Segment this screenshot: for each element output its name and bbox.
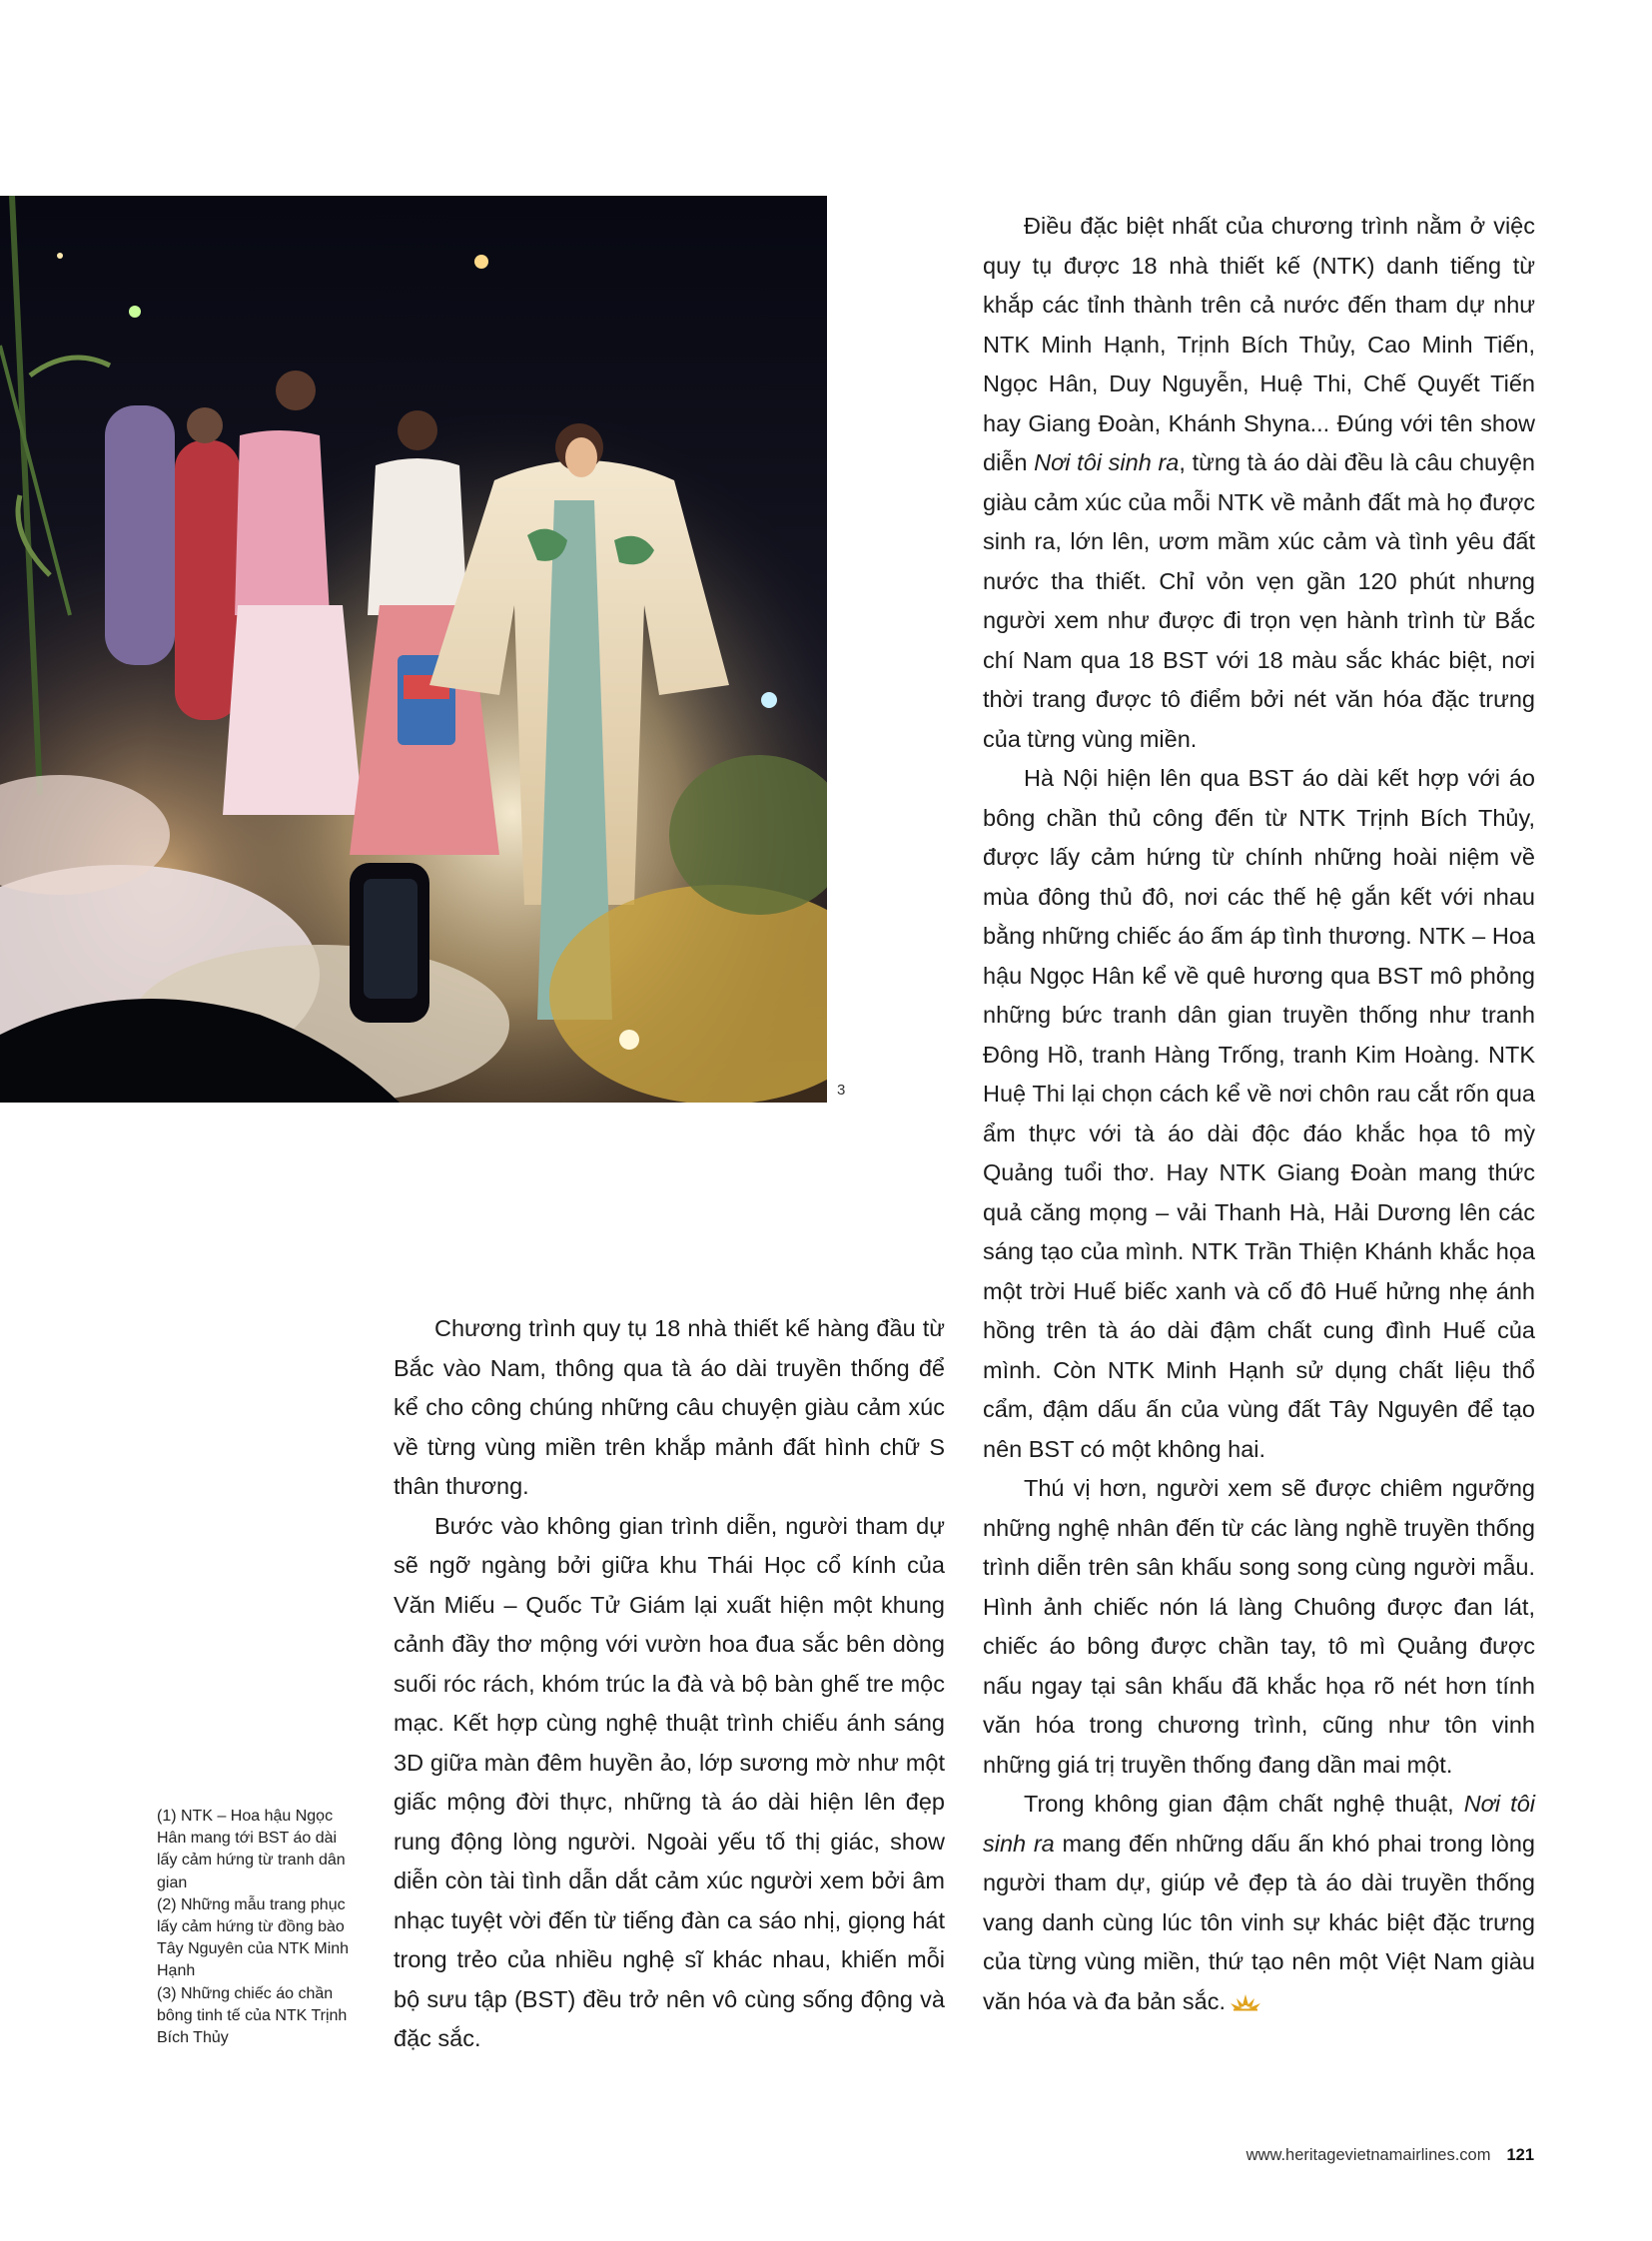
runway-photo-illustration [0,196,827,1103]
show-title: Nơi tôi sinh ra [1034,449,1180,475]
paragraph: Điều đặc biệt nhất của chương trình nằm ở việc quy tụ được 18 nhà thiết kế (NTK) danh tiếng từ khắp các tỉnh thành trên cả nước đến tham dự như NTK Minh Hạnh, Trịnh Bích Thủy, Cao Minh Tiến, Ngọc Hân, Duy Nguyễn, Huệ Thi, Chế Quyết Tiến hay Giang Đoàn, Khánh Shyna... Đúng với tên show diễn Nơi tôi sinh ra, từng tà áo dài đều là câu chuyện giàu cảm xúc của mỗi NTK về mảnh đất mà họ được sinh ra, lớn lên, ươm mầm xúc cảm và tình yêu đất nước tha thiết. Chỉ vỏn vẹn gần 120 phút nhưng người xem như được đi trọn vẹn hành trình từ Bắc chí Nam qua 18 BST với 18 màu sắc khác biệt, nơi thời trang được tô điểm bởi nét văn hóa đặc trưng của từng vùng miền. [983,213,1535,752]
caption-3: (3) Những chiếc áo chần bông tinh tế của NTK Trịnh Bích Thủy [157,1984,348,2047]
article-column-middle [394,1309,945,2059]
runway-photo [0,196,827,1103]
website-link[interactable]: www.heritagevietnamairlines.com [1245,2146,1491,2164]
caption-2: (2) Những mẫu trang phục lấy cảm hứng từ đồng bào Tây Nguyên của NTK Minh Hạnh [157,1895,350,1980]
paragraph: Chương trình quy tụ 18 nhà thiết kế hàng đầu từ Bắc vào Nam, thông qua tà áo dài truyền thống để kể cho công chúng những câu chuyện giàu cảm xúc về từng vùng miền trên khắp mảnh đất hình chữ S thân thương. [394,1315,945,1499]
photo-number: 3 [837,1082,846,1099]
caption-1: (1) NTK – Hoa hậu Ngọc Hân mang tới BST áo dài lấy cảm hứng từ tranh dân gian [157,1808,346,1891]
article-column-right [983,207,1535,2021]
paragraph: Hà Nội hiện lên qua BST áo dài kết hợp với áo bông chần thủ công đến từ NTK Trịnh Bích Thủy, được lấy cảm hứng từ chính những hoài niệm về mùa đông thủ đô, nơi các thế hệ gắn kết với nhau bằng những chiếc áo ấm áp tình thương. NTK – Hoa hậu Ngọc Hân kể về quê hương qua BST mô phỏng những bức tranh dân gian truyền thống như tranh Đông Hồ, tranh Hàng Trống, tranh Kim Hoàng. NTK Huệ Thi lại chọn cách kể về nơi chôn rau cắt rốn qua ẩm thực với tà áo dài độc đáo khắc họa tô mỳ Quảng tuổi thơ. Hay NTK Giang Đoàn mang thức quả căng mọng – vải Thanh Hà, Hải Dương lên các sáng tạo của mình. NTK Trần Thiện Khánh khắc họa một trời Huế biếc xanh và cố đô Huế hửng nhẹ ánh hồng trên tà áo dài đậm chất cung đình Huế của mình. Còn NTK Minh Hạnh sử dụng chất liệu thổ cẩm, đậm dấu ấn của vùng đất Tây Nguyên để tạo nên BST có một không hai. [983,765,1535,1462]
paragraph: Bước vào không gian trình diễn, người tham dự sẽ ngỡ ngàng bởi giữa khu Thái Học cổ kính của Văn Miếu – Quốc Tử Giám lại xuất hiện một khung cảnh đầy thơ mộng với vườn hoa đua sắc bên dòng suối róc rách, khóm trúc la đà và bộ bàn ghế tre mộc mạc. Kết hợp cùng nghệ thuật trình chiếu ánh sáng 3D giữa màn đêm huyền ảo, lớp sương mờ như một giấc mộng đời thực, những tà áo dài hiện lên đẹp rung động lòng người. Ngoài yếu tố thị giác, show diễn còn tài tình dẫn dắt cảm xúc người xem bởi âm nhạc tuyệt vời đến từ tiếng đàn ca sáo nhị, giọng hát trong trẻo của nhiều nghệ sĩ khác nhau, khiến mỗi bộ sưu tập (BST) đều trở nên vô cùng sống động và đặc sắc. [394,1512,945,2051]
paragraph: Thú vị hơn, người xem sẽ được chiêm ngưỡng những nghệ nhân đến từ các làng nghề truyền thống trình diễn trên sân khấu song song cùng người mẫu. Hình ảnh chiếc nón lá làng Chuông được đan lát, chiếc áo bông được chần tay, tô mì Quảng được nấu ngay tại sân khấu đã khắc họa rõ nét hơn tính văn hóa trong chương trình, cũng như tôn vinh những giá trị truyền thống đang dần mai một. [983,1475,1535,1778]
show-title: Nơi tôi sinh ra [983,1791,1535,1857]
photo-captions [157,1806,357,2049]
page-footer [1246,2146,1534,2165]
paragraph: Trong không gian đậm chất nghệ thuật, Nơi tôi sinh ra mang đến những dấu ấn khó phai trong lòng người tham dự, giúp vẻ đẹp tà áo dài truyền thống vang danh cùng lúc tôn vinh sự khác biệt đặc trưng của từng vùng miền, thứ tạo nên một Việt Nam giàu văn hóa và đa bản sắc. [983,1791,1535,2014]
lotus-end-mark-icon [1230,1993,1261,2011]
page-number: 121 [1506,2146,1534,2164]
